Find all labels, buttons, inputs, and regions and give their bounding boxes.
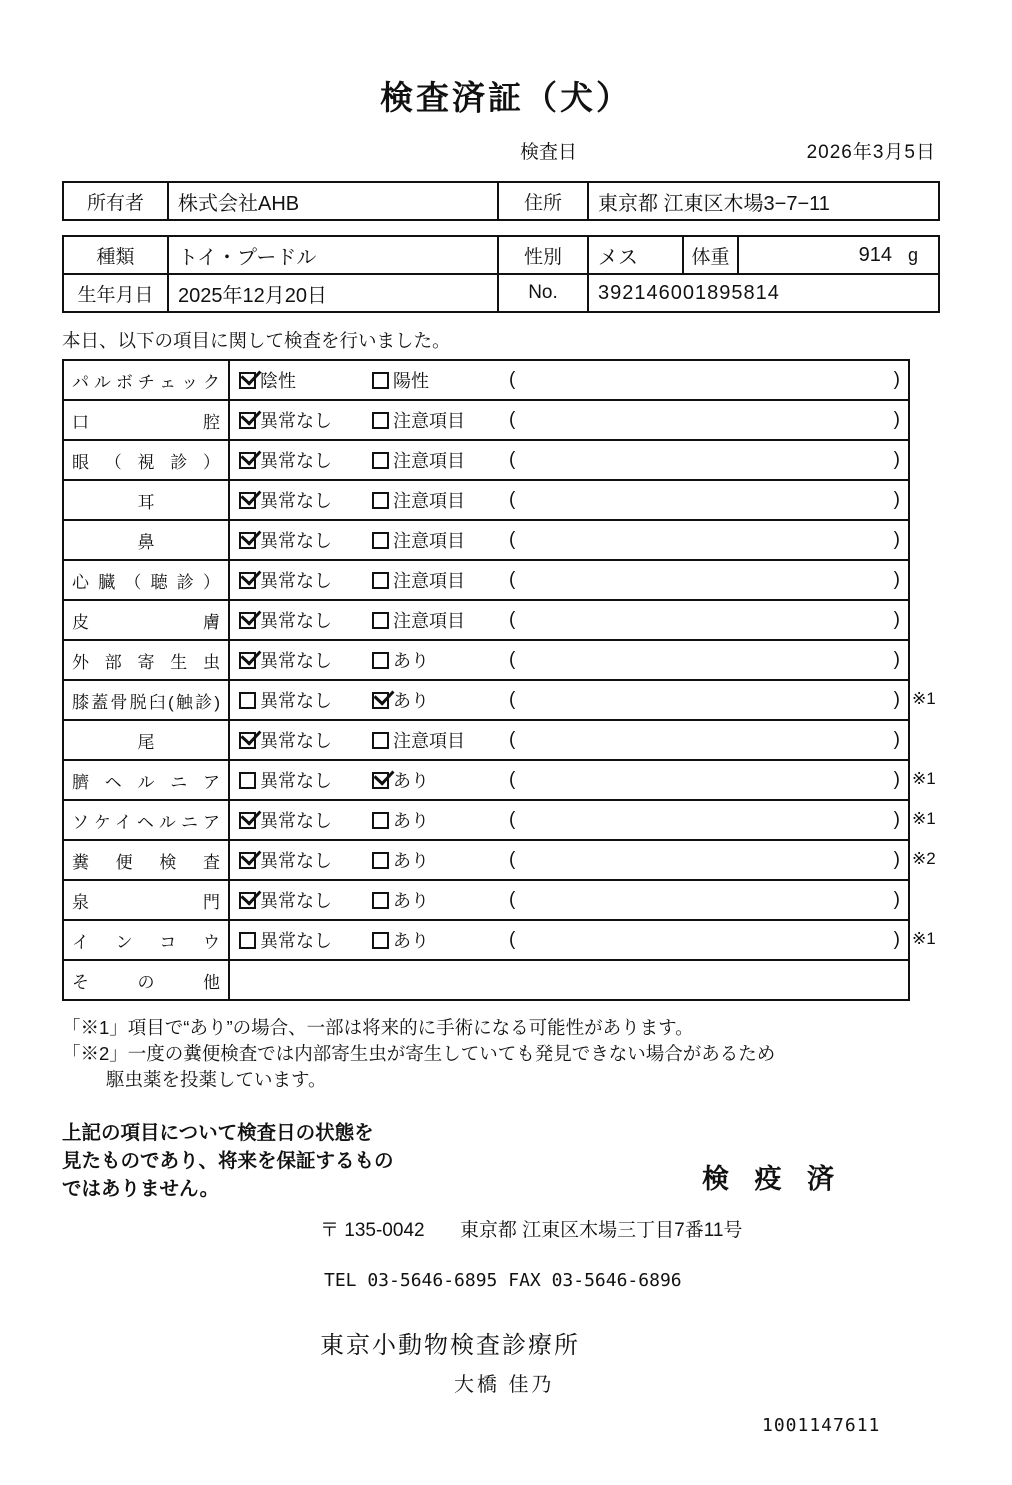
option2-checkbox[interactable] — [372, 892, 389, 909]
option1-label: 異常なし — [260, 891, 332, 911]
paren-open: ( — [509, 809, 516, 830]
option2-label: 注意項目 — [393, 731, 465, 751]
inspection-item-label: 外部寄生虫 — [72, 652, 220, 672]
result-parens — [509, 889, 908, 911]
option1-checkbox[interactable] — [239, 732, 256, 749]
inspection-item-cell — [64, 641, 230, 679]
option1 — [239, 367, 372, 393]
option1 — [239, 447, 372, 473]
clinic-address: 東京都 江東区木場三丁目7番11号 — [459, 1220, 743, 1241]
birth-value: 2025年12月20日 — [169, 275, 499, 311]
owner-value: 株式会社AHB — [169, 183, 499, 219]
option2-checkbox[interactable] — [372, 412, 389, 429]
inspection-result-cell — [230, 361, 908, 399]
option1 — [239, 727, 372, 753]
inspection-row — [64, 441, 908, 481]
inspection-result-cell — [230, 721, 908, 759]
option2 — [372, 847, 509, 873]
inspection-item-cell — [64, 681, 230, 719]
paren-open: ( — [509, 649, 516, 670]
row-note: ※2 — [912, 849, 936, 868]
result-parens — [509, 529, 908, 551]
footnote-2: 「※2」一度の糞便検査では内部寄生虫が寄生していても発見できない場合があるため — [62, 1043, 776, 1064]
inspection-item-label: 眼（視診） — [72, 452, 220, 472]
inspection-item-cell — [64, 761, 230, 799]
inspection-item-cell — [64, 441, 230, 479]
option2 — [372, 487, 509, 513]
option1-checkbox[interactable] — [239, 492, 256, 509]
no-value: 392146001895814 — [598, 281, 780, 304]
inspection-row — [64, 721, 908, 761]
option1 — [239, 487, 372, 513]
weight-label: 体重 — [684, 237, 739, 273]
option2 — [372, 767, 509, 793]
option2-label: あり — [393, 691, 429, 711]
option1-label: 異常なし — [260, 651, 332, 671]
option1-checkbox[interactable] — [239, 772, 256, 789]
paren-open: ( — [509, 529, 516, 550]
option1-checkbox[interactable] — [239, 572, 256, 589]
inspection-result-cell — [230, 601, 908, 639]
inspection-item-cell — [64, 921, 230, 959]
inspection-row — [64, 801, 936, 841]
disclaimer-line-2: 見たものであり、将来を保証するもの — [62, 1150, 394, 1172]
row-note: ※1 — [912, 929, 936, 948]
inspection-result-cell — [230, 841, 908, 879]
option2-label: あり — [393, 851, 429, 871]
inspection-result-cell — [230, 881, 908, 919]
inspection-result-cell — [230, 561, 908, 599]
paren-close: ) — [893, 849, 900, 870]
option2-checkbox[interactable] — [372, 532, 389, 549]
footnote-1: 「※1」項目で“あり”の場合、一部は将来的に手術になる可能性があります。 — [62, 1017, 694, 1038]
option1-checkbox[interactable] — [239, 452, 256, 469]
intro-text: 本日、以下の項目に関して検査を行いました。 — [62, 330, 451, 351]
option1 — [239, 807, 372, 833]
sex-value: メス — [589, 237, 684, 273]
option2-checkbox[interactable] — [372, 772, 389, 789]
option2 — [372, 647, 509, 673]
paren-close: ) — [893, 649, 900, 670]
option2 — [372, 927, 509, 953]
breed-label: 種類 — [64, 237, 169, 273]
inspection-result-cell — [230, 681, 908, 719]
paren-close: ) — [893, 369, 900, 390]
postal-line — [320, 1215, 950, 1242]
option1-checkbox[interactable] — [239, 412, 256, 429]
option1-label: 異常なし — [260, 611, 332, 631]
inspection-item-cell — [64, 801, 230, 839]
disclaimer-line-3: ではありません。 — [62, 1178, 220, 1200]
option1-checkbox[interactable] — [239, 892, 256, 909]
result-parens — [509, 569, 908, 591]
inspection-date-label: 検査日 — [520, 142, 578, 163]
option2-label: 注意項目 — [393, 491, 465, 511]
option1 — [239, 887, 372, 913]
option2-label: 注意項目 — [393, 451, 465, 471]
inspection-item-label: 泉門 — [72, 892, 220, 912]
inspection-row — [64, 561, 908, 601]
result-parens — [509, 649, 908, 671]
address-value: 東京都 江東区木場3−7−11 — [598, 192, 830, 215]
option2 — [372, 727, 509, 753]
option1 — [239, 647, 372, 673]
option2-checkbox[interactable] — [372, 372, 389, 389]
option1-checkbox[interactable] — [239, 652, 256, 669]
inspection-row — [64, 481, 908, 521]
option2-label: あり — [393, 771, 429, 791]
result-parens — [509, 409, 908, 431]
paren-open: ( — [509, 449, 516, 470]
inspection-row — [64, 681, 936, 721]
option1-checkbox[interactable] — [239, 612, 256, 629]
paren-close: ) — [893, 449, 900, 470]
weight-unit: g — [907, 244, 918, 265]
inspection-item-cell — [64, 481, 230, 519]
inspection-item-label: パルボチェック — [72, 372, 220, 392]
paren-close: ) — [893, 489, 900, 510]
result-parens — [509, 489, 908, 511]
inspection-date-row — [62, 135, 940, 165]
inspection-row — [64, 841, 936, 881]
inspection-item-label: 耳 — [137, 492, 155, 512]
paren-open: ( — [509, 729, 516, 750]
option2-checkbox[interactable] — [372, 612, 389, 629]
sex-label: 性別 — [499, 237, 589, 273]
inspection-item-label: その他 — [72, 972, 220, 992]
inspection-item-label: 口腔 — [72, 412, 220, 432]
paren-open: ( — [509, 409, 516, 430]
inspection-item-label: 膝蓋骨脱臼(触診) — [72, 692, 220, 712]
inspection-row — [64, 921, 936, 961]
option2 — [372, 407, 509, 433]
inspection-row — [64, 961, 908, 999]
result-parens — [509, 689, 908, 711]
inspection-row — [64, 521, 908, 561]
option1 — [239, 767, 372, 793]
disclaimer-line-1: 上記の項目について検査日の状態を — [62, 1122, 374, 1144]
option1-checkbox[interactable] — [239, 932, 256, 949]
result-parens — [509, 609, 908, 631]
option2-checkbox[interactable] — [372, 812, 389, 829]
paren-close: ) — [893, 569, 900, 590]
inspection-item-cell — [64, 841, 230, 879]
option1-label: 異常なし — [260, 811, 332, 831]
postal-code: 〒 135-0042 — [320, 1220, 425, 1241]
paren-open: ( — [509, 769, 516, 790]
option1-label: 異常なし — [260, 451, 332, 471]
inspection-result-cell — [230, 961, 908, 999]
option1-label: 異常なし — [260, 691, 332, 711]
page-title: 検査済証（犬） — [380, 79, 632, 116]
result-parens — [509, 929, 908, 951]
inspection-item-cell — [64, 361, 230, 399]
paren-close: ) — [893, 689, 900, 710]
inspection-result-cell — [230, 521, 908, 559]
weight-value — [739, 237, 938, 273]
option2-label: あり — [393, 811, 429, 831]
owner-label: 所有者 — [64, 183, 169, 219]
option1-label: 異常なし — [260, 531, 332, 551]
paren-open: ( — [509, 889, 516, 910]
inspection-item-cell — [64, 521, 230, 559]
animal-table — [62, 235, 940, 313]
inspection-result-cell — [230, 921, 908, 959]
weight-number: 914 — [858, 243, 892, 266]
tel-fax-line: TEL 03-5646-6895 FAX 03-5646-6896 — [324, 1270, 682, 1291]
paren-open: ( — [509, 369, 516, 390]
inspection-date-value: 2026年3月5日 — [806, 142, 936, 163]
paren-close: ) — [893, 409, 900, 430]
paren-open: ( — [509, 609, 516, 630]
option2-checkbox[interactable] — [372, 692, 389, 709]
option2-label: 陽性 — [393, 371, 429, 391]
option2-checkbox[interactable] — [372, 932, 389, 949]
option1-label: 異常なし — [260, 411, 332, 431]
inspection-item-label: 臍ヘルニア — [72, 772, 220, 792]
paren-open: ( — [509, 569, 516, 590]
inspection-item-label: 鼻 — [137, 532, 155, 552]
option2-label: あり — [393, 651, 429, 671]
inspection-item-label: 尾 — [137, 732, 155, 752]
option1 — [239, 687, 372, 713]
option1 — [239, 927, 372, 953]
option2 — [372, 687, 509, 713]
inspection-table — [62, 359, 936, 1001]
option1 — [239, 567, 372, 593]
inspection-item-cell — [64, 601, 230, 639]
paren-close: ) — [893, 809, 900, 830]
option2-label: あり — [393, 931, 429, 951]
paren-close: ) — [893, 929, 900, 950]
serial-number: 1001147611 — [762, 1415, 881, 1436]
option2-checkbox[interactable] — [372, 852, 389, 869]
option2 — [372, 807, 509, 833]
inspection-row — [64, 361, 908, 401]
footnotes — [62, 1015, 950, 1093]
inspection-result-cell — [230, 481, 908, 519]
option2 — [372, 527, 509, 553]
inspection-item-label: 皮膚 — [72, 612, 220, 632]
option2 — [372, 607, 509, 633]
paren-close: ) — [893, 609, 900, 630]
no-label: No. — [499, 275, 589, 311]
footnote-3: 駆虫薬を投薬しています。 — [106, 1069, 327, 1090]
option1 — [239, 527, 372, 553]
breed-value: トイ・プードル — [169, 237, 499, 273]
result-parens — [509, 809, 908, 831]
paren-close: ) — [893, 729, 900, 750]
result-parens — [509, 369, 908, 391]
option2-label: 注意項目 — [393, 571, 465, 591]
option1-label: 異常なし — [260, 571, 332, 591]
option1-label: 異常なし — [260, 771, 332, 791]
inspection-item-cell — [64, 401, 230, 439]
birth-label: 生年月日 — [64, 275, 169, 311]
owner-table — [62, 181, 940, 221]
option1-checkbox[interactable] — [239, 372, 256, 389]
inspection-result-cell — [230, 761, 908, 799]
quarantine-stamp: 検 疫 済 — [702, 1164, 844, 1194]
option2-label: 注意項目 — [393, 531, 465, 551]
option1-checkbox[interactable] — [239, 532, 256, 549]
option1 — [239, 407, 372, 433]
row-note: ※1 — [912, 809, 936, 828]
paren-open: ( — [509, 489, 516, 510]
option1-checkbox[interactable] — [239, 852, 256, 869]
inspection-row — [64, 401, 908, 441]
inspection-item-cell — [64, 881, 230, 919]
inspection-result-cell — [230, 801, 908, 839]
inspection-item-cell — [64, 721, 230, 759]
inspection-row — [64, 641, 908, 681]
inspection-result-cell — [230, 641, 908, 679]
inspection-result-cell — [230, 441, 908, 479]
option2 — [372, 567, 509, 593]
inspection-row — [64, 601, 908, 641]
option1-checkbox[interactable] — [239, 812, 256, 829]
option2-label: 注意項目 — [393, 611, 465, 631]
option2-checkbox[interactable] — [372, 732, 389, 749]
paren-close: ) — [893, 529, 900, 550]
option1-label: 異常なし — [260, 851, 332, 871]
inspection-item-label: ソケイヘルニア — [72, 812, 220, 832]
row-note: ※1 — [912, 689, 936, 708]
option2-checkbox[interactable] — [372, 452, 389, 469]
option1-checkbox[interactable] — [239, 692, 256, 709]
paren-open: ( — [509, 689, 516, 710]
disclaimer-block — [62, 1119, 940, 1203]
option2 — [372, 887, 509, 913]
inspection-item-cell — [64, 561, 230, 599]
veterinarian-name: 大橋 佳乃 — [454, 1374, 555, 1396]
option1-label: 異常なし — [260, 731, 332, 751]
inspection-result-cell — [230, 401, 908, 439]
option1-label: 陰性 — [260, 371, 296, 391]
paren-close: ) — [893, 889, 900, 910]
option2-checkbox[interactable] — [372, 572, 389, 589]
paren-close: ) — [893, 769, 900, 790]
option2-label: 注意項目 — [393, 411, 465, 431]
clinic-name: 東京小動物検査診療所 — [320, 1332, 580, 1359]
option1 — [239, 607, 372, 633]
inspection-item-label: インコウ — [72, 932, 220, 952]
result-parens — [509, 849, 908, 871]
option2 — [372, 447, 509, 473]
result-parens — [509, 769, 908, 791]
result-parens — [509, 449, 908, 471]
inspection-item-label: 糞便検査 — [72, 852, 220, 872]
inspection-item-label: 心臓（聴診） — [72, 572, 220, 592]
result-parens — [509, 729, 908, 751]
row-note: ※1 — [912, 769, 936, 788]
option1-label: 異常なし — [260, 491, 332, 511]
address-label: 住所 — [499, 183, 589, 219]
option2-checkbox[interactable] — [372, 492, 389, 509]
inspection-row — [64, 761, 936, 801]
option1 — [239, 847, 372, 873]
paren-open: ( — [509, 849, 516, 870]
inspection-item-cell — [64, 961, 230, 999]
option2-checkbox[interactable] — [372, 652, 389, 669]
inspection-row — [64, 881, 908, 921]
option2-label: あり — [393, 891, 429, 911]
option1-label: 異常なし — [260, 931, 332, 951]
paren-open: ( — [509, 929, 516, 950]
option2 — [372, 367, 509, 393]
